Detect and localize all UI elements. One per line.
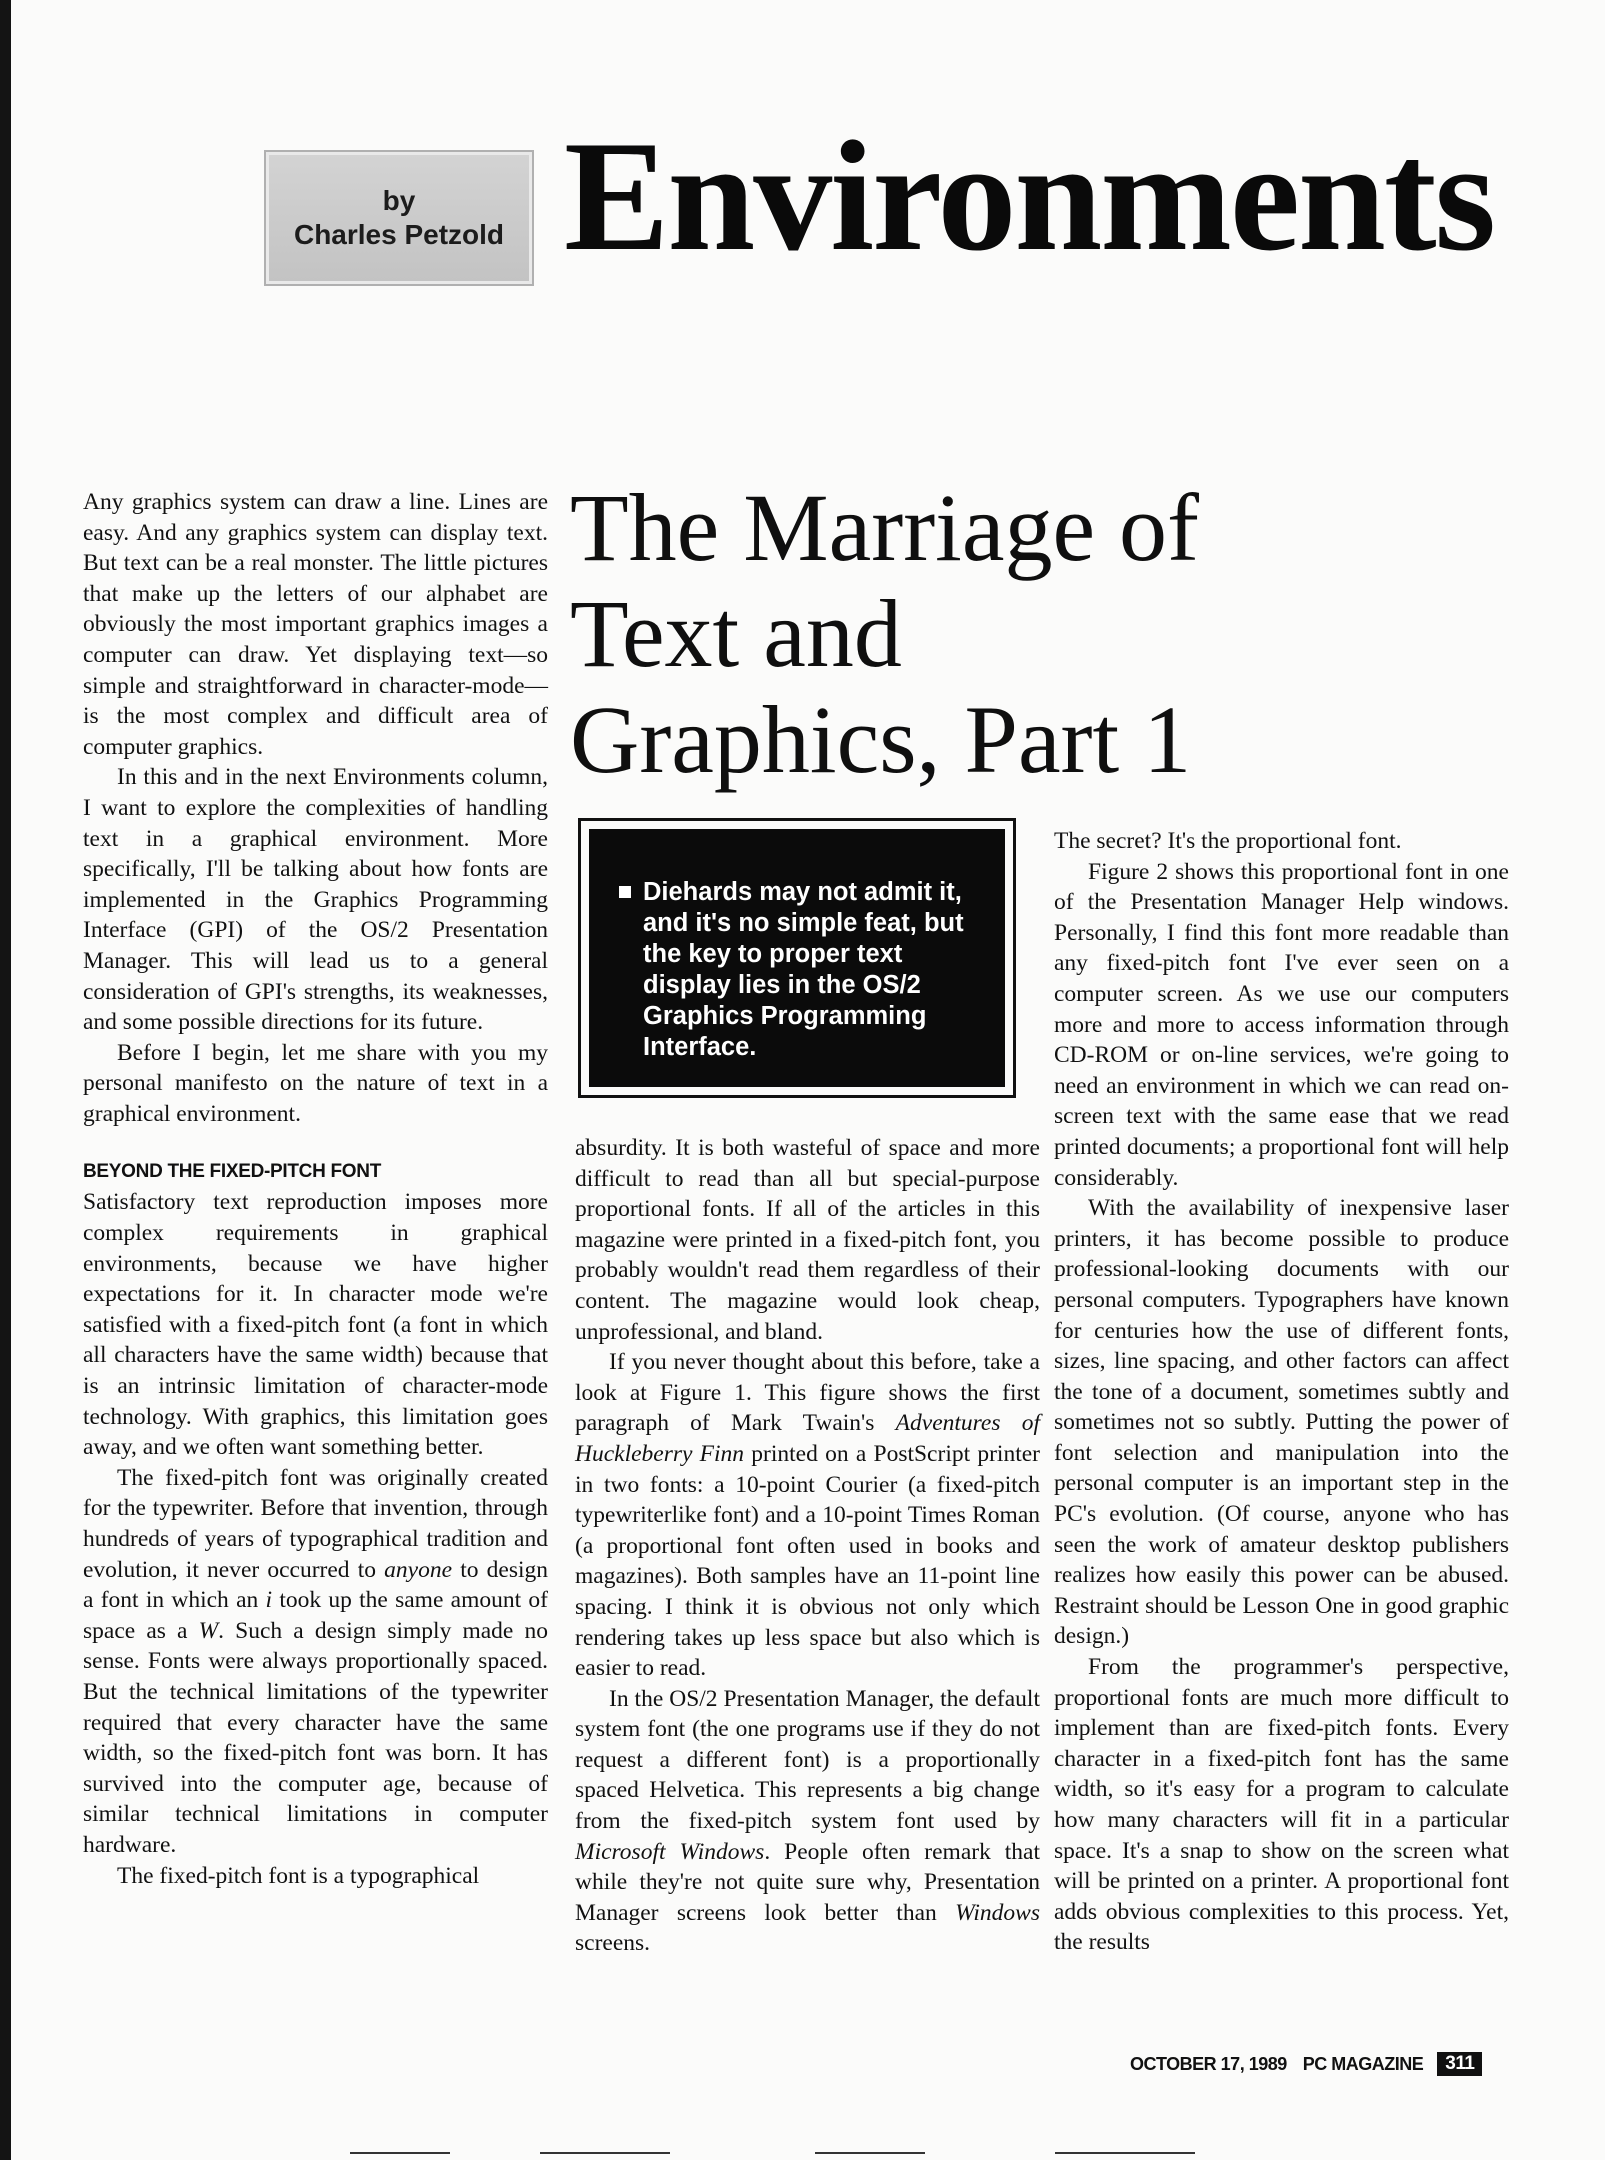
page-edge-shadow	[0, 0, 11, 2160]
article-headline: The Marriage of Text and Graphics, Part 1	[570, 474, 1200, 793]
pull-quote-text: Diehards may not admit it, and it's no simple feat, but the key to proper text display lies in the OS/2 Graphics Programming Interface.	[643, 878, 964, 1061]
square-bullet-icon	[619, 886, 631, 898]
subhead: BEYOND THE FIXED-PITCH FONT	[83, 1161, 382, 1183]
paragraph: The secret? It's the proportional font.	[1054, 828, 1402, 854]
pull-quote-box	[578, 818, 1016, 1098]
paragraph: Any graphics system can draw a line. Lines are easy. And any graphics system can display text. But text can be a real monster. The little pictures that make up the letters of our alphabet are obviously the most important graphics images a computer can draw. Yet displaying text—so simple and straightforward in character-mode—is the most complex and difficult area of computer graphics.	[83, 489, 548, 760]
paragraph: In this and in the next Environments column, I want to explore the complexities of handling text in a graphical environment. More specifically, I'll be talking about how fonts are implemented in the Graphics Programming Interface (GPI) of the OS/2 Presentation Manager. This will lead us to a general consideration of GPI's strengths, its weaknesses, and some possible directions for its future.	[83, 764, 548, 1036]
paragraph: The fixed-pitch font was originally created for the typewriter. Before that invention, through hundreds of years of typographical tradition and evolution, it never occurred to anyone to design a font in which an i took up the same amount of space as a W. Such a design simply made no sense. Fonts were always proportionally spaced. But the technical limitations of the typewriter required that every character have the same width, so the fixed-pitch font was born. It has survived into the computer age, because of similar technical limitations in computer hardware.	[83, 1464, 549, 1858]
byline-author: Charles Petzold	[293, 219, 505, 250]
rule	[540, 2152, 670, 2154]
column-2	[575, 1133, 1040, 1959]
rule	[1055, 2152, 1195, 2154]
byline-by: by	[382, 185, 416, 216]
paragraph: In the OS/2 Presentation Manager, the default system font (the one programs use if they do not request a different font) is a proportionally spaced Helvetica. This represents a big change from the fixed-pitch system font used by Microsoft Windows. People often remark that while they're not quite sure why, Presentation Manager screens look better than Windows screens.	[575, 1685, 1041, 1957]
page-footer	[1130, 2052, 1482, 2076]
section-title: Environments	[564, 109, 1495, 284]
footer-date: OCTOBER 17, 1989	[1130, 2053, 1287, 2074]
paragraph: From the programmer's perspective, proportional fonts are much more difficult to implement than are fixed-pitch fonts. Every character in a fixed-pitch font has the same width, so it's easy for a program to calculate how many characters will fit in a particular space. It's a snap to show on the screen what will be printed on a printer. A proportional font adds obvious complexities to this process. Yet, the results	[1054, 1654, 1509, 1956]
column-3	[1054, 826, 1509, 1958]
column-1	[83, 487, 548, 1891]
paragraph: If you never thought about this before, take a look at Figure 1. This figure shows the first paragraph of Mark Twain's Adventures of Huckleberry Finn printed on a PostScript printer in two fonts: a 10-point Courier (a fixed-pitch typewriterlike font) and a 10-point Times Roman (a proportional font often used in books and magazines). Both samples have an 11-point line spacing. I think it is obvious not only which rendering takes up less space but also which is easier to read.	[575, 1349, 1040, 1682]
paragraph: absurdity. It is both wasteful of space and more difficult to read than all but special-purpose proportional fonts. If all of the articles in this magazine were printed in a fixed-pitch font, you probably wouldn't read them regardless of their content. The magazine would look cheap, unprofessional, and bland.	[575, 1135, 1040, 1345]
rule	[350, 2152, 450, 2154]
paragraph: The fixed-pitch font is a typographical	[117, 1862, 480, 1889]
page-number: 311	[1437, 2052, 1482, 2076]
paragraph: With the availability of inexpensive laser printers, it has become possible to produce professional-looking documents with our personal computers. Typographers have known for centuries how the use of different fonts, sizes, line spacing, and other factors can affect the tone of a document, sometimes subtly and sometimes not so subtly. Putting the power of font selection and manipulation into the personal computer is an important step in the PC's evolution. (Of course, anyone who has seen the work of amateur desktop publishers realizes how easily this power can be abused. Restraint should be Lesson One in good graphic design.)	[1054, 1195, 1509, 1650]
paragraph: Before I begin, let me share with you my personal manifesto on the nature of text in a graphical environment.	[83, 1039, 548, 1127]
paragraph: Figure 2 shows this proportional font in one of the Presentation Manager Help windows. Personally, I find this font more readable than any fixed-pitch font I've ever seen on a computer screen. As we use our computers more and more to access information through CD-ROM or on-line services, we're going to need an environment in which we can read on-screen text with the same ease that we read printed documents; a proportional font will help considerably.	[1054, 858, 1509, 1191]
paragraph: Satisfactory text reproduction imposes more complex requirements in graphical environments, because we have higher expectations for it. In character mode we're satisfied with a fixed-pitch font (a font in which all characters have the same width) because that is an intrinsic limitation of character-mode technology. With graphics, this limitation goes away, and we often want something better.	[83, 1189, 548, 1461]
rule	[815, 2152, 925, 2154]
byline-box	[266, 152, 532, 284]
footer-magazine: PC MAGAZINE	[1302, 2053, 1424, 2074]
